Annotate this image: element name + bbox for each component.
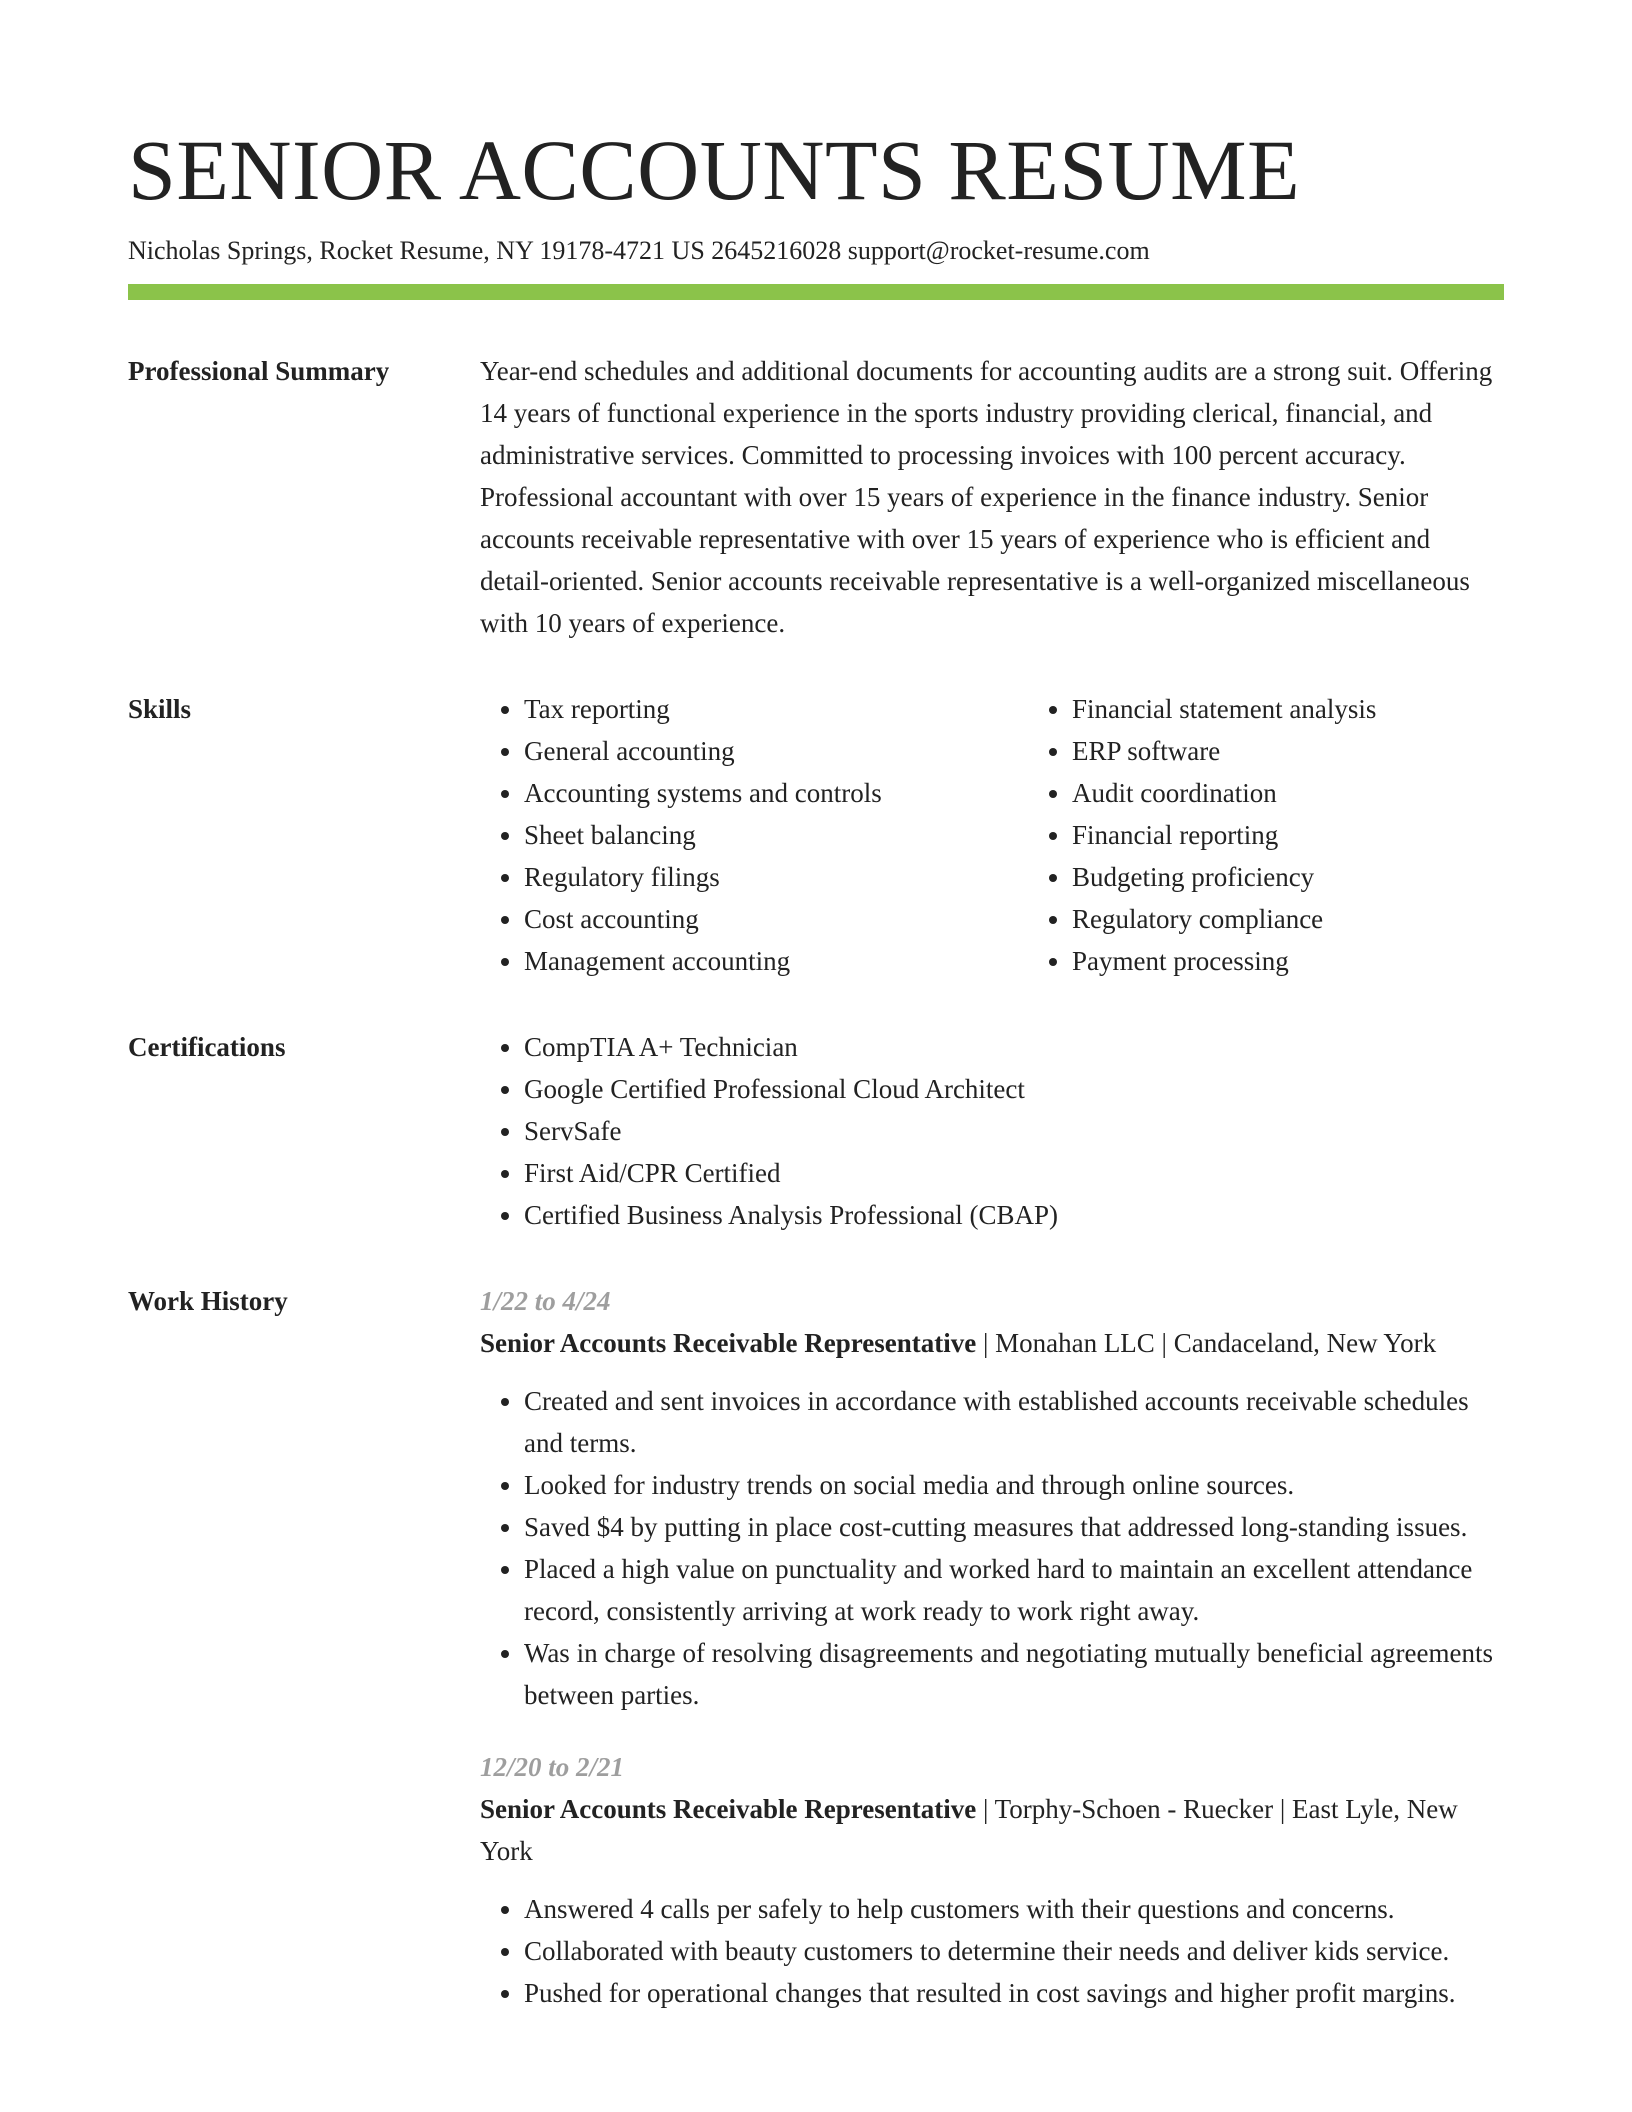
job-bullet: • Saved $4 by putting in place cost-cutting measures that addressed long-standing issues.: [524, 1506, 1504, 1548]
resume-page: [128, 118, 1504, 2044]
certifications-list: [480, 1026, 1504, 1236]
summary-section: [128, 350, 1504, 644]
job-details: | Monahan LLC | Candaceland, New York: [976, 1328, 1437, 1358]
section-title-work-history: Work History: [128, 1286, 288, 1316]
skill-item: • Financial statement analysis: [1072, 688, 1504, 730]
contact-line: Nicholas Springs, Rocket Resume, NY 19178-4721 US 2645216028 support@rocket-resume.com: [128, 236, 1150, 265]
certification-item: • Certified Business Analysis Professional (CBAP): [524, 1194, 1504, 1236]
job-bullet: • Pushed for operational changes that resulted in cost savings and higher profit margins.: [524, 1972, 1504, 2014]
skill-item: • Sheet balancing: [524, 814, 1028, 856]
skill-item: • Regulatory compliance: [1072, 898, 1504, 940]
job-entry: [480, 1746, 1504, 2014]
skill-item: • ERP software: [1072, 730, 1504, 772]
resume-title: SENIOR ACCOUNTS RESUME: [128, 122, 1301, 218]
job-bullet: • Placed a high value on punctuality and worked hard to maintain an excellent attendance record, consistently arriving at work ready to work right away.: [524, 1548, 1504, 1632]
certification-item: • ServSafe: [524, 1110, 1504, 1152]
section-title-certifications: Certifications: [128, 1032, 286, 1062]
job-bullet: • Looked for industry trends on social media and through online sources.: [524, 1464, 1504, 1506]
certification-item: • First Aid/CPR Certified: [524, 1152, 1504, 1194]
skill-item: • General accounting: [524, 730, 1028, 772]
job-bullet: • Created and sent invoices in accordance with established accounts receivable schedules and terms.: [524, 1380, 1504, 1464]
job-entry: [480, 1280, 1504, 1716]
skill-item: • Cost accounting: [524, 898, 1028, 940]
job-title: Senior Accounts Receivable Representative: [480, 1794, 977, 1824]
certification-item: • CompTIA A+ Technician: [524, 1026, 1504, 1068]
job-heading: [480, 1788, 1504, 1872]
section-title-summary: Professional Summary: [128, 356, 390, 386]
skill-item: • Tax reporting: [524, 688, 1028, 730]
job-details: | Torphy-Schoen - Ruecker | East Lyle, New York: [480, 1794, 1458, 1866]
job-dates: 1/22 to 4/24: [480, 1286, 611, 1316]
skill-item: • Budgeting proficiency: [1072, 856, 1504, 898]
skills-list-left: [480, 688, 1028, 982]
job-title: Senior Accounts Receivable Representative: [480, 1328, 977, 1358]
skill-item: • Payment processing: [1072, 940, 1504, 982]
skill-item: • Regulatory filings: [524, 856, 1028, 898]
job-bullets: [480, 1380, 1504, 1716]
skill-item: • Accounting systems and controls: [524, 772, 1028, 814]
certifications-section: [128, 1026, 1504, 1236]
job-bullet: • Was in charge of resolving disagreements and negotiating mutually beneficial agreements between parties.: [524, 1632, 1504, 1716]
skills-list-right: [1028, 688, 1504, 982]
skill-item: • Management accounting: [524, 940, 1028, 982]
job-bullet: • Collaborated with beauty customers to determine their needs and deliver kids service.: [524, 1930, 1504, 1972]
work-history-section: [128, 1280, 1504, 2044]
section-title-skills: Skills: [128, 694, 192, 724]
skill-item: • Financial reporting: [1072, 814, 1504, 856]
certification-item: • Google Certified Professional Cloud Architect: [524, 1068, 1504, 1110]
job-bullet: • Answered 4 calls per safely to help customers with their questions and concerns.: [524, 1888, 1504, 1930]
job-dates: 12/20 to 2/21: [480, 1752, 625, 1782]
job-bullets: [480, 1888, 1504, 2014]
job-heading: [480, 1322, 1504, 1364]
skill-item: • Audit coordination: [1072, 772, 1504, 814]
accent-divider: [128, 284, 1504, 300]
summary-text: Year-end schedules and additional documents for accounting audits are a strong suit. Offering 14 years of functional experience in the sports industry providing clerical, financial, and administrative services. Committed to processing invoices with 100 percent accuracy. Professional accountant with over 15 years of experience in the finance industry. Senior accounts receivable representative with over 15 years of experience who is efficient and detail-oriented. Senior accounts receivable representative is a well-organized miscellaneous with 10 years of experience.: [480, 356, 1493, 638]
skills-section: [128, 688, 1504, 982]
